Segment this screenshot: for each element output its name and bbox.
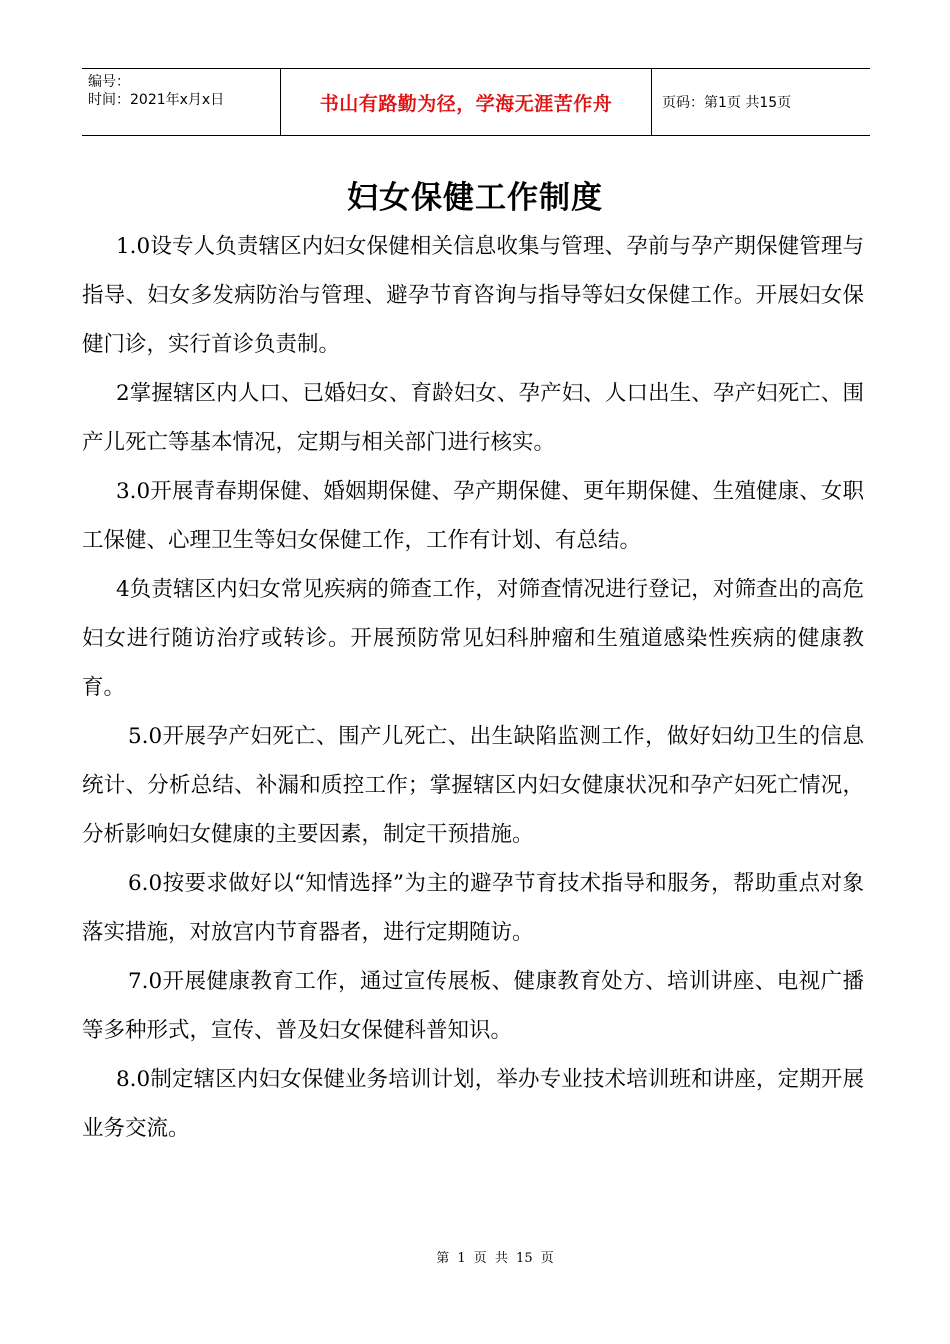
paragraph-4: 4负责辖区内妇女常见疾病的筛查工作，对筛查情况进行登记，对筛查出的高危妇女进行随访治疗或转诊。开展预防常见妇科肿瘤和生殖道感染性疾病的健康教育。	[82, 577, 864, 700]
number-label: 编号：	[88, 74, 130, 90]
paragraph-1: 1.0设专人负责辖区内妇女保健相关信息收集与管理、孕前与孕产期保健管理与指导、妇女多发病防治与管理、避孕节育咨询与指导等妇女保健工作。开展妇女保健门诊，实行首诊负责制。	[82, 234, 864, 357]
page-footer: 第 1 页 共 15 页	[436, 1251, 554, 1266]
paragraph-8: 8.0制定辖区内妇女保健业务培训计划，举办专业技术培训班和讲座，定期开展业务交流。	[82, 1067, 864, 1141]
paragraph-2: 2掌握辖区内人口、已婚妇女、育龄妇女、孕产妇、人口出生、孕产妇死亡、围产儿死亡等基本情况，定期与相关部门进行核实。	[82, 381, 864, 455]
header-table	[82, 68, 870, 136]
motto-text: 书山有路勤为径，学海无涯苦作舟	[319, 92, 613, 115]
header-meta-cell	[82, 69, 280, 135]
page-info-cell	[652, 69, 870, 135]
document-body	[82, 222, 864, 1153]
motto-cell	[280, 69, 652, 135]
paragraph-5: 5.0开展孕产妇死亡、围产儿死亡、出生缺陷监测工作，做好妇幼卫生的信息统计、分析总结、补漏和质控工作；掌握辖区内妇女健康状况和孕产妇死亡情况，分析影响妇女健康的主要因素，制定干预措施。	[82, 724, 864, 847]
paragraph-6: 6.0按要求做好以“知情选择”为主的避孕节育技术指导和服务，帮助重点对象落实措施，对放宫内节育器者，进行定期随访。	[82, 871, 864, 945]
paragraph-3: 3.0开展青春期保健、婚姻期保健、孕产期保健、更年期保健、生殖健康、女职工保健、心理卫生等妇女保健工作，工作有计划、有总结。	[82, 479, 864, 553]
date-label: 时间：2021年x月x日	[88, 92, 225, 108]
document-title: 妇女保健工作制度	[347, 180, 603, 216]
paragraph-7: 7.0开展健康教育工作，通过宣传展板、健康教育处方、培训讲座、电视广播等多种形式，宣传、普及妇女保健科普知识。	[82, 969, 864, 1043]
page-info-text: 页码：第1页 共15页	[662, 95, 792, 111]
